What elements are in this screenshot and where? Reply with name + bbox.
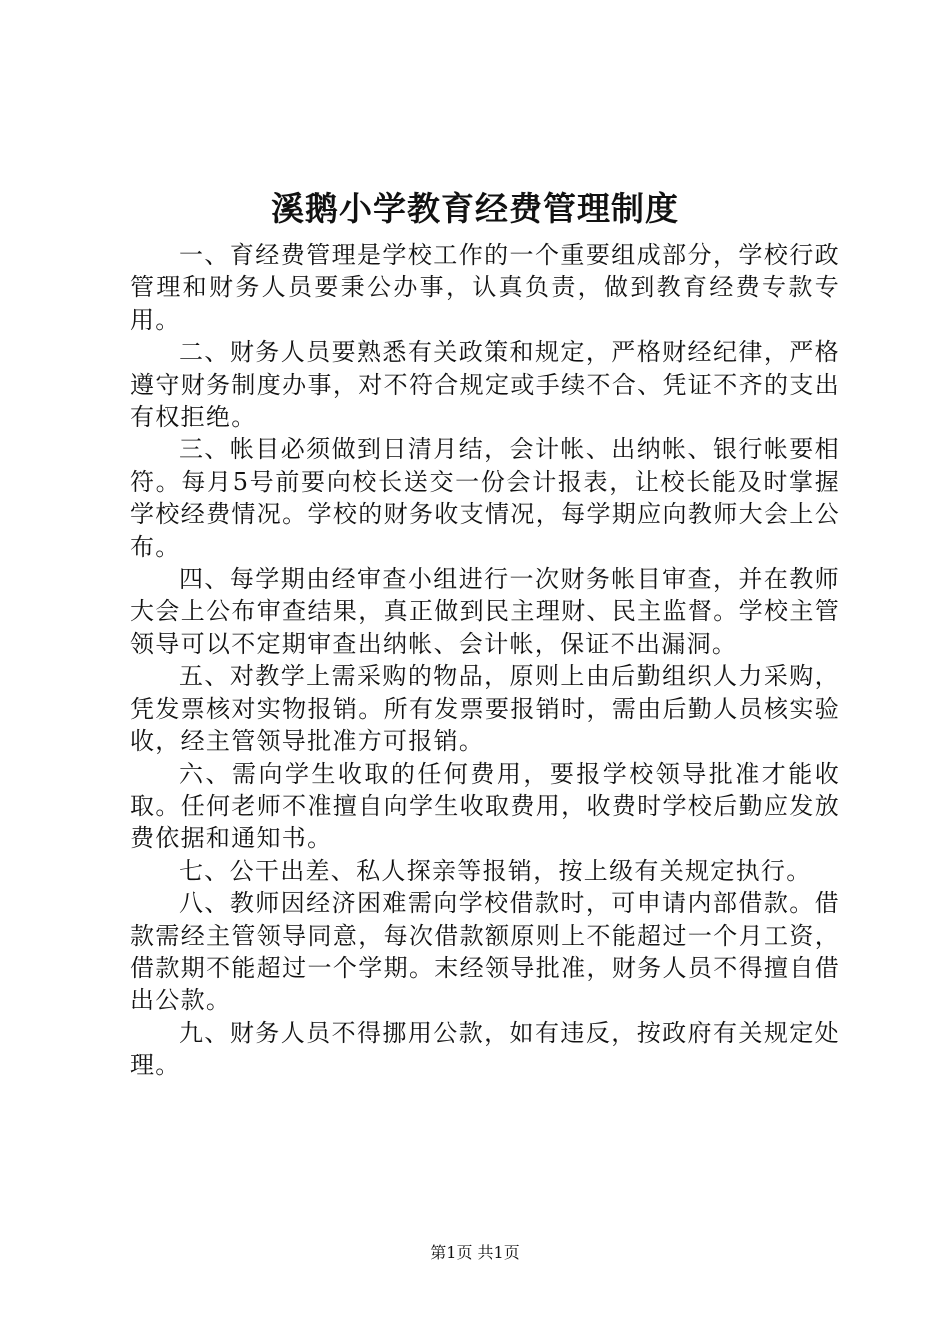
page-number-footer: 第1页 共1页	[430, 1243, 520, 1262]
paragraph-8: 八、教师因经济困难需向学校借款时，可申请内部借款。借款需经主管领导同意，每次借款额原则上不能超过一个月工资，借款期不能超过一个学期。末经领导批准，财务人员不得擅自借出公款。	[130, 889, 840, 1015]
paragraph-7: 七、公干出差、私人探亲等报销，按上级有关规定执行。	[179, 856, 812, 885]
document-body	[130, 239, 840, 1082]
paragraph-1: 一、育经费管理是学校工作的一个重要组成部分，学校行政管理和财务人员要秉公办事，认真负责，做到教育经费专款专用。	[130, 241, 840, 334]
paragraph-6: 六、需向学生收取的任何费用，要报学校领导批准才能收取。任何老师不准擅自向学生收取费用，收费时学校后勤应发放费依据和通知书。	[130, 759, 840, 853]
paragraph-5: 五、对教学上需采购的物品，原则上由后勤组织人力采购，凭发票核对实物报销。所有发票要报销时，需由后勤人员核实验收，经主管领导批准方可报销。	[130, 662, 840, 756]
paragraph-3: 三、帐目必须做到日清月结，会计帐、出纳帐、银行帐要相符。每月5号前要向校长送交一份会计报表，让校长能及时掌握学校经费情况。学校的财务收支情况，每学期应向教师大会上公布。	[130, 435, 840, 561]
paragraph-2: 二、财务人员要熟悉有关政策和规定，严格财经纪律，严格遵守财务制度办事，对不符合规定或手续不合、凭证不齐的支出有权拒绝。	[130, 338, 840, 432]
paragraph-9: 九、财务人员不得挪用公款，如有违反，按政府有关规定处理。	[130, 1018, 840, 1080]
document-title: 溪鹅小学教育经费管理制度	[271, 189, 679, 228]
paragraph-4: 四、每学期由经审查小组进行一次财务帐目审查，并在教师大会上公布审查结果，真正做到民主理财、民主监督。学校主管领导可以不定期审查出纳帐、会计帐，保证不出漏洞。	[130, 565, 840, 658]
